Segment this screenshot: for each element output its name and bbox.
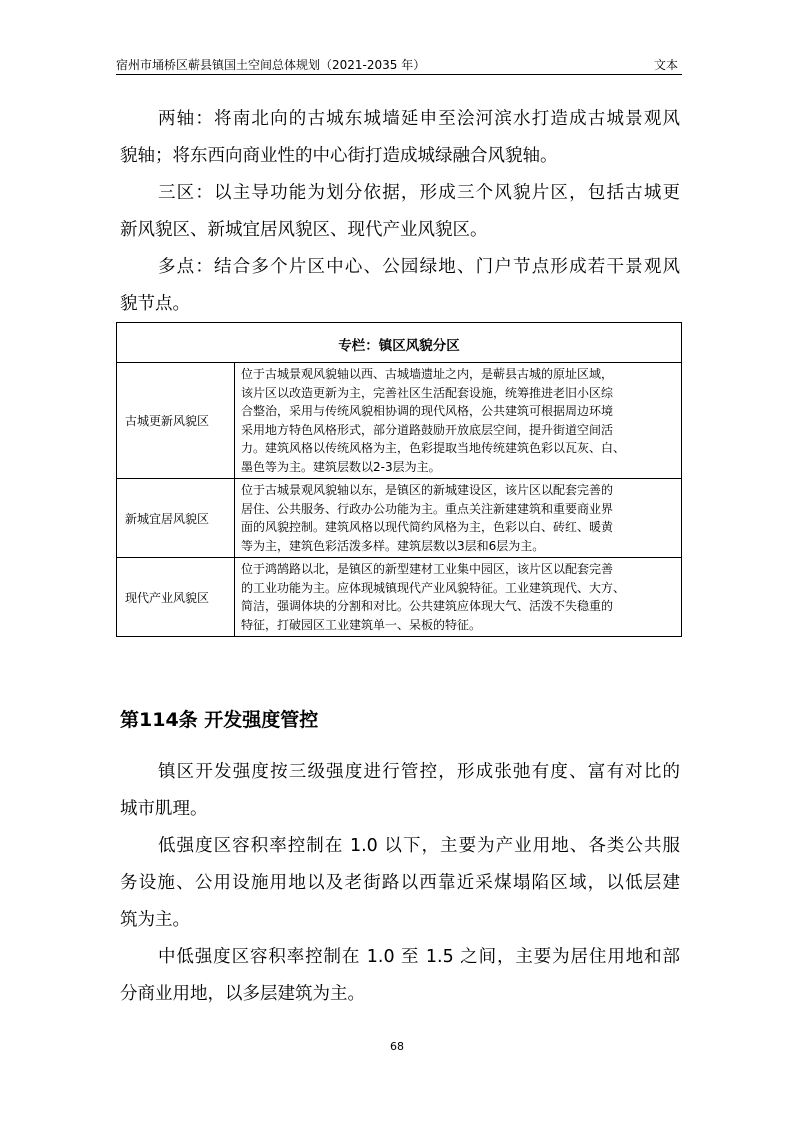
header-title: 宿州市埇桥区蕲县镇国土空间总体规划（2021-2035 年） (116, 58, 426, 72)
description-line: 位于鸿鹄路以北，是镇区的新型建材工业集中园区，该片区以配套完善 (241, 562, 614, 576)
paragraph-line: 貌节点。 (120, 294, 190, 314)
zone-description (235, 558, 682, 637)
zone-name: 新城宜居风貌区 (117, 479, 235, 558)
table-row (117, 363, 682, 479)
feature-table (116, 322, 682, 637)
zone-description (235, 363, 682, 479)
table-title: 专栏：镇区风貌分区 (117, 323, 682, 363)
description-line: 合整治，采用与传统风貌相协调的现代风格，公共建筑可根据周边环境 (241, 404, 614, 418)
description-line: 简洁，强调体块的分割和对比。公共建筑应体现大气、活泼不失稳重的 (241, 599, 614, 613)
description-line: 力。建筑风格以传统风格为主，色彩提取当地传统建筑色彩以瓦灰、白、 (241, 441, 626, 455)
description-line: 墨色等为主。建筑层数以2-3层为主。 (241, 459, 441, 474)
paragraph-line: 三区：以主导功能为划分依据，形成三个风貌片区，包括古城更 (158, 183, 680, 203)
description-line: 该片区以改造更新为主，完善社区生活配套设施，统筹推进老旧小区综 (241, 385, 614, 400)
paragraph-line: 分商业用地，以多层建筑为主。 (120, 984, 365, 1004)
description-line: 面的风貌控制。建筑风格以现代简约风格为主，色彩以白、砖红、暖黄 (241, 520, 614, 534)
description-line: 居住、公共服务、行政办公功能为主。重点关注新建建筑和重要商业界 (241, 501, 614, 516)
zone-name: 现代产业风貌区 (117, 558, 235, 637)
description-line: 等为主，建筑色彩活泼多样。建筑层数以3层和6层为主。 (241, 538, 545, 553)
paragraphs-top (120, 101, 680, 323)
description-line: 位于古城景观风貌轴以东，是镇区的新城建设区，该片区以配套完善的 (241, 483, 614, 497)
paragraph-line: 新风貌区、新城宜居风貌区、现代产业风貌区。 (120, 220, 488, 240)
description-line: 位于古城景观风貌轴以西、古城墙遗址之内，是蕲县古城的原址区域， (241, 367, 614, 381)
paragraph-line: 低强度区容积率控制在 1.0 以下，主要为产业用地、各类公共服 (158, 836, 680, 856)
zone-description (235, 479, 682, 558)
paragraph-line: 镇区开发强度按三级强度进行管控，形成张弛有度、富有对比的 (158, 762, 680, 782)
article-heading: 第114条 开发强度管控 (120, 709, 319, 731)
paragraphs-bottom (120, 754, 680, 1013)
paragraph-line: 城市肌理。 (120, 799, 208, 819)
paragraph-line: 貌轴；将东西向商业性的中心街打造成城绿融合风貌轴。 (120, 146, 558, 166)
page-number: 68 (390, 1040, 404, 1053)
description-line: 的工业功能为主。应体现城镇现代产业风貌特征。工业建筑现代、大方、 (241, 580, 626, 595)
paragraph-line: 务设施、公用设施用地以及老街路以西靠近采煤塌陷区域，以低层建 (120, 873, 680, 893)
paragraph-line: 中低强度区容积率控制在 1.0 至 1.5 之间，主要为居住用地和部 (158, 947, 680, 967)
description-line: 采用地方特色风格形式，部分道路鼓励开放底层空间，提升街道空间活 (241, 422, 614, 437)
zone-name: 古城更新风貌区 (117, 363, 235, 479)
paragraph-line: 筑为主。 (120, 910, 190, 930)
header-section: 文本 (653, 58, 678, 72)
table-row (117, 479, 682, 558)
paragraph-line: 两轴：将南北向的古城东城墙延申至浍河滨水打造成古城景观风 (158, 109, 680, 129)
paragraph-line: 多点：结合多个片区中心、公园绿地、门户节点形成若干景观风 (158, 257, 680, 277)
page-header (116, 54, 682, 75)
description-line: 特征，打破园区工业建筑单一、呆板的特征。 (241, 617, 482, 632)
table-row (117, 558, 682, 637)
